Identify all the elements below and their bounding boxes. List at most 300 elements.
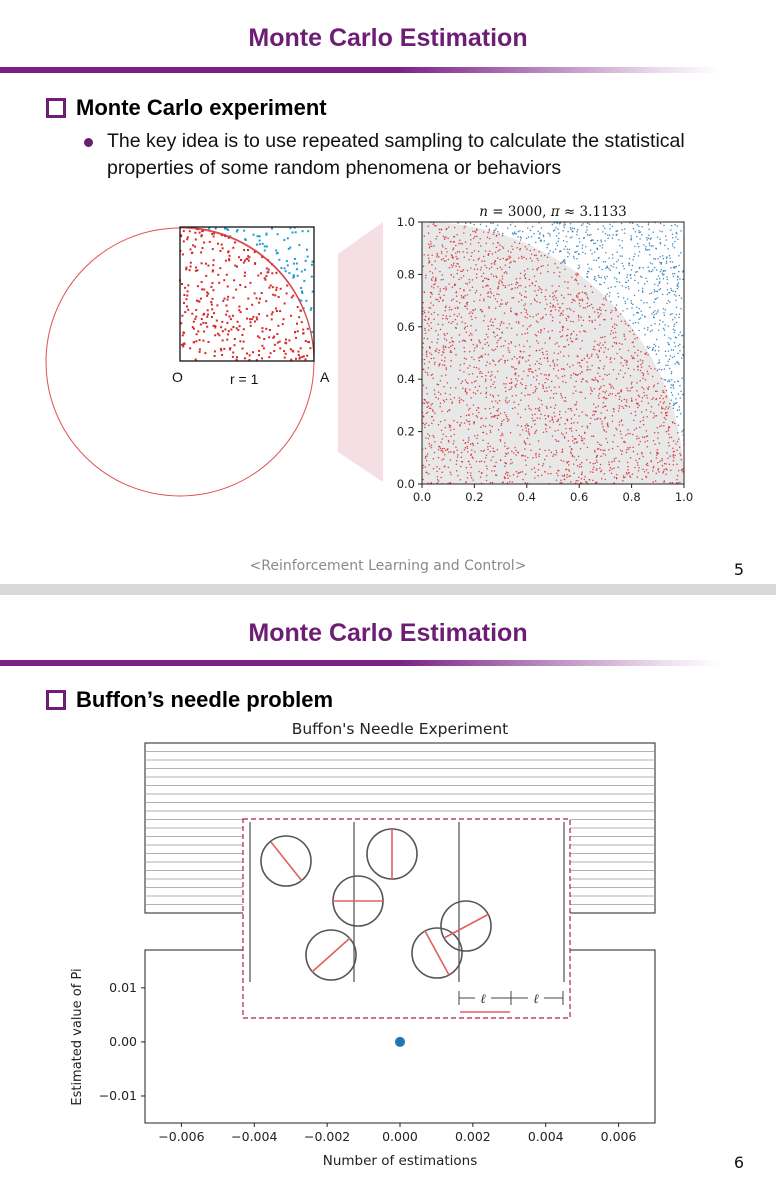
scatter-point — [557, 420, 559, 422]
scatter-point — [556, 480, 558, 482]
scatter-point — [553, 412, 555, 414]
scatter-point — [642, 267, 644, 269]
scatter-point — [607, 424, 609, 426]
scatter-point — [508, 250, 510, 252]
scatter-point — [567, 231, 569, 233]
scatter-point — [543, 234, 545, 236]
scatter-point — [527, 340, 529, 342]
scatter-point — [626, 276, 628, 278]
scatter-point — [604, 418, 606, 420]
scatter-point — [677, 475, 679, 477]
scatter-point — [659, 442, 661, 444]
scatter-point — [564, 262, 566, 264]
scatter-point — [605, 454, 607, 456]
mini-point — [253, 234, 255, 236]
scatter-point — [638, 395, 640, 397]
scatter-point — [469, 282, 471, 284]
scatter-point — [610, 286, 612, 288]
scatter-point — [599, 266, 601, 268]
scatter-point — [593, 259, 595, 261]
scatter-point — [470, 325, 472, 327]
scatter-point — [524, 333, 526, 335]
scatter-point — [497, 231, 499, 233]
scatter-point — [634, 295, 636, 297]
scatter-point — [662, 321, 664, 323]
scatter-point — [456, 449, 458, 451]
scatter-point — [585, 380, 587, 382]
scatter-point — [555, 450, 557, 452]
scatter-point — [510, 261, 512, 263]
scatter-point — [648, 228, 650, 230]
scatter-point — [502, 246, 504, 248]
scatter-point — [460, 479, 462, 481]
scatter-point — [600, 347, 602, 349]
scatter-point — [460, 316, 462, 318]
x-tick-label: 0.000 — [382, 1129, 418, 1144]
scatter-point — [613, 337, 615, 339]
scatter-point — [494, 376, 496, 378]
mini-point — [216, 320, 218, 322]
scatter-point — [672, 273, 674, 275]
scatter-point — [678, 425, 680, 427]
mini-point — [222, 300, 224, 302]
scatter-point — [616, 251, 618, 253]
scatter-point — [669, 255, 671, 257]
mini-point — [276, 333, 278, 335]
scatter-point — [647, 463, 649, 465]
scatter-point — [628, 448, 630, 450]
scatter-point — [552, 418, 554, 420]
mini-point — [211, 233, 213, 235]
scatter-point — [531, 426, 533, 428]
scatter-point — [511, 246, 513, 248]
mini-point — [311, 264, 313, 266]
scatter-point — [518, 375, 520, 377]
scatter-point — [502, 481, 504, 483]
scatter-point — [555, 439, 557, 441]
scatter-point — [471, 334, 473, 336]
scatter-point — [612, 234, 614, 236]
scatter-point — [651, 330, 653, 332]
scatter-point — [663, 278, 665, 280]
scatter-point — [661, 425, 663, 427]
scatter-point — [653, 317, 655, 319]
scatter-point — [648, 224, 650, 226]
scatter-point — [581, 436, 583, 438]
scatter-point — [445, 229, 447, 231]
scatter-point — [483, 298, 485, 300]
scatter-point — [606, 276, 608, 278]
scatter-point — [435, 299, 437, 301]
scatter-point — [471, 319, 473, 321]
scatter-point — [623, 334, 625, 336]
scatter-point — [432, 435, 434, 437]
scatter-point — [624, 301, 626, 303]
scatter-point — [538, 342, 540, 344]
scatter-point — [580, 299, 582, 301]
scatter-point — [538, 383, 540, 385]
scatter-point — [581, 466, 583, 468]
scatter-point — [666, 412, 668, 414]
mini-point — [226, 339, 228, 341]
scatter-point — [609, 383, 611, 385]
scatter-point — [674, 342, 676, 344]
mini-point — [295, 231, 297, 233]
scatter-point — [508, 400, 510, 402]
mini-point — [268, 356, 270, 358]
scatter-point — [433, 318, 435, 320]
scatter-point — [492, 395, 494, 397]
scatter-point — [619, 421, 621, 423]
mini-point — [227, 333, 229, 335]
scatter-point — [598, 395, 600, 397]
scatter-point — [447, 318, 449, 320]
scatter-point — [564, 261, 566, 263]
scatter-point — [544, 308, 546, 310]
scatter-point — [596, 248, 598, 250]
scatter-point — [552, 435, 554, 437]
scatter-point — [538, 455, 540, 457]
scatter-point — [471, 382, 473, 384]
scatter-point — [664, 245, 666, 247]
scatter-point — [545, 378, 547, 380]
scatter-point — [424, 359, 426, 361]
mini-point — [186, 306, 188, 308]
scatter-point — [424, 399, 426, 401]
scatter-point — [618, 239, 620, 241]
scatter-point — [614, 323, 616, 325]
scatter-point — [667, 289, 669, 291]
scatter-point — [678, 364, 680, 366]
mini-point — [222, 330, 224, 332]
scatter-point — [505, 259, 507, 261]
scatter-point — [573, 373, 575, 375]
scatter-point — [632, 473, 634, 475]
scatter-point — [550, 310, 552, 312]
scatter-point — [487, 361, 489, 363]
scatter-point — [555, 297, 557, 299]
scatter-point — [576, 401, 578, 403]
mini-sample-points — [179, 227, 314, 362]
y-tick-label: 0.6 — [396, 319, 415, 334]
mini-point — [292, 232, 294, 234]
scatter-point — [646, 352, 648, 354]
scatter-point — [535, 242, 537, 244]
mini-point — [211, 304, 213, 306]
scatter-point — [604, 449, 606, 451]
scatter-point — [514, 368, 516, 370]
scatter-point — [676, 402, 678, 404]
y-tick-label: 0.01 — [109, 979, 137, 995]
scatter-point — [463, 371, 465, 373]
mini-point — [270, 285, 272, 287]
mini-point — [305, 260, 307, 262]
mini-point — [210, 301, 212, 303]
scatter-point — [514, 385, 516, 387]
scatter-point — [519, 277, 521, 279]
scatter-point — [505, 303, 507, 305]
scatter-point — [451, 255, 453, 256]
mini-point — [259, 243, 261, 245]
scatter-point — [582, 252, 584, 254]
scatter-point — [680, 455, 682, 457]
scatter-point — [500, 358, 502, 360]
scatter-point — [482, 439, 484, 441]
mini-point — [189, 347, 191, 349]
scatter-point — [425, 316, 427, 318]
scatter-point — [491, 470, 493, 472]
scatter-point — [534, 255, 536, 256]
scatter-point — [554, 365, 556, 367]
scatter-point — [485, 365, 487, 367]
scatter-point — [626, 387, 628, 389]
scatter-point — [624, 399, 626, 401]
y-tick-label: 1.0 — [396, 215, 415, 229]
scatter-point — [635, 460, 637, 462]
scatter-point — [508, 343, 510, 345]
mini-point — [213, 235, 215, 237]
scatter-point — [541, 400, 543, 402]
scatter-point — [522, 325, 524, 327]
scatter-point — [655, 258, 657, 260]
scatter-point — [472, 479, 474, 481]
scatter-point — [573, 422, 575, 424]
scatter-point — [493, 396, 495, 398]
mini-point — [278, 259, 280, 261]
scatter-point — [465, 241, 467, 243]
mini-point — [272, 311, 274, 313]
scatter-point — [664, 408, 666, 410]
scatter-point — [532, 420, 534, 422]
scatter-point — [666, 263, 668, 265]
scatter-point — [636, 436, 638, 438]
scatter-point — [564, 223, 566, 225]
mini-point — [271, 272, 273, 274]
scatter-point — [543, 463, 545, 465]
mini-point — [236, 266, 238, 268]
scatter-point — [556, 300, 558, 302]
mini-point — [193, 341, 195, 343]
scatter-point — [480, 224, 482, 226]
scatter-point — [609, 228, 611, 230]
scatter-point — [430, 302, 432, 304]
scatter-point — [497, 301, 499, 303]
scatter-point — [510, 311, 512, 313]
scatter-point — [660, 263, 662, 265]
scatter-point — [541, 289, 543, 291]
scatter-point — [602, 344, 604, 346]
scatter-point — [450, 350, 452, 352]
scatter-point — [521, 455, 523, 457]
scatter-point — [429, 407, 431, 409]
scatter-point — [495, 364, 497, 366]
scatter-point — [650, 452, 652, 454]
scatter-point — [450, 451, 452, 453]
scatter-point — [564, 281, 566, 283]
scatter-point — [520, 239, 522, 241]
scatter-point — [604, 341, 606, 343]
mini-point — [195, 359, 197, 361]
scatter-point — [639, 441, 641, 443]
scatter-point — [585, 414, 587, 416]
scatter-point — [458, 279, 460, 281]
scatter-point — [551, 452, 553, 454]
scatter-point — [564, 400, 566, 402]
scatter-point — [516, 334, 518, 336]
scatter-point — [466, 404, 468, 406]
scatter-point — [604, 406, 606, 408]
scatter-point — [662, 258, 664, 260]
scatter-point — [490, 291, 492, 293]
mini-point — [252, 351, 254, 353]
scatter-point — [600, 386, 602, 388]
mini-point — [195, 316, 197, 318]
scatter-point — [591, 435, 593, 437]
scatter-point — [655, 345, 657, 347]
scatter-point — [432, 409, 434, 411]
scatter-point — [556, 452, 558, 454]
scatter-point — [580, 448, 582, 450]
scatter-point — [578, 299, 580, 301]
scatter-point — [603, 429, 605, 431]
scatter-point — [664, 329, 666, 331]
scatter-point — [585, 397, 587, 399]
scatter-point — [614, 277, 616, 279]
scatter-point — [593, 346, 595, 348]
scatter-point — [548, 449, 550, 451]
mini-point — [248, 260, 250, 262]
scatter-point — [677, 288, 679, 290]
scatter-point — [501, 299, 503, 301]
scatter-point — [428, 361, 430, 363]
scatter-point — [456, 234, 458, 236]
scatter-point — [659, 324, 661, 326]
scatter-point — [614, 458, 616, 460]
scatter-point — [670, 387, 672, 389]
scatter-point — [651, 461, 653, 463]
scatter-point — [525, 277, 527, 279]
scatter-point — [447, 238, 449, 240]
scatter-point — [591, 253, 593, 255]
scatter-point — [616, 378, 618, 380]
scatter-point — [572, 364, 574, 366]
scatter-point — [638, 470, 640, 472]
scatter-point — [663, 392, 665, 394]
scatter-point — [539, 288, 541, 290]
scatter-point — [439, 232, 441, 234]
scatter-point — [601, 421, 603, 423]
mini-point — [298, 244, 300, 246]
mini-point — [199, 348, 201, 350]
scatter-point — [581, 325, 583, 327]
scatter-point — [613, 369, 615, 371]
scatter-point — [550, 314, 552, 316]
scatter-point — [623, 377, 625, 379]
scatter-point — [515, 450, 517, 452]
mini-point — [184, 311, 186, 313]
scatter-point — [568, 469, 570, 471]
scatter-point — [590, 471, 592, 473]
scatter-point — [453, 276, 455, 278]
scatter-point — [549, 235, 551, 237]
scatter-point — [621, 229, 623, 231]
scatter-point — [612, 225, 614, 227]
mini-point — [295, 358, 297, 360]
scatter-point — [673, 326, 675, 328]
scatter-point — [486, 392, 488, 394]
scatter-point — [442, 299, 444, 301]
scatter-point — [578, 319, 580, 321]
scatter-point — [428, 443, 430, 445]
scatter-point — [467, 451, 469, 453]
buffon-figure — [0, 595, 776, 1178]
mini-point — [213, 325, 215, 327]
scatter-point — [580, 482, 582, 484]
scatter-point — [599, 315, 601, 317]
mini-point — [297, 275, 299, 277]
scatter-point — [475, 264, 477, 266]
x-tick-label: 0.6 — [570, 490, 589, 504]
scatter-point — [587, 447, 589, 449]
scatter-point — [476, 367, 478, 369]
scatter-point — [562, 230, 564, 232]
scatter-point — [619, 245, 621, 247]
mini-point — [203, 242, 205, 244]
scatter-point — [508, 419, 510, 421]
scatter-point — [619, 282, 621, 284]
scatter-point — [659, 262, 661, 264]
scatter-point — [650, 262, 652, 264]
scatter-point — [438, 294, 440, 296]
scatter-point — [648, 235, 650, 237]
scatter-point — [656, 454, 658, 456]
scatter-point — [634, 246, 636, 248]
mini-point — [206, 326, 208, 328]
scatter-point — [595, 242, 597, 244]
mini-point — [310, 309, 312, 311]
scatter-point — [475, 309, 477, 311]
scatter-point — [663, 379, 665, 381]
mini-point — [242, 348, 244, 350]
scatter-point — [468, 374, 470, 376]
scatter-point — [518, 285, 520, 287]
scatter-point — [473, 301, 475, 303]
scatter-point — [426, 401, 428, 403]
scatter-point — [657, 370, 659, 372]
scatter-point — [674, 404, 676, 406]
scatter-point — [541, 227, 543, 229]
scatter-point — [603, 351, 605, 353]
scatter-point — [434, 393, 436, 395]
scatter-point — [470, 444, 472, 446]
scatter-point — [495, 298, 497, 300]
scatter-point — [649, 347, 651, 349]
scatter-point — [515, 395, 517, 397]
scatter-point — [524, 316, 526, 318]
scatter-point — [642, 291, 644, 293]
scatter-point — [590, 286, 592, 288]
scatter-point — [488, 307, 490, 309]
scatter-point — [519, 293, 521, 295]
scatter-point — [654, 299, 656, 301]
scatter-point — [617, 446, 619, 448]
mini-point — [271, 228, 273, 230]
scatter-point — [615, 337, 617, 339]
scatter-point — [441, 259, 443, 261]
scatter-point — [423, 368, 425, 370]
scatter-point — [505, 473, 507, 475]
scatter-point — [484, 450, 486, 452]
